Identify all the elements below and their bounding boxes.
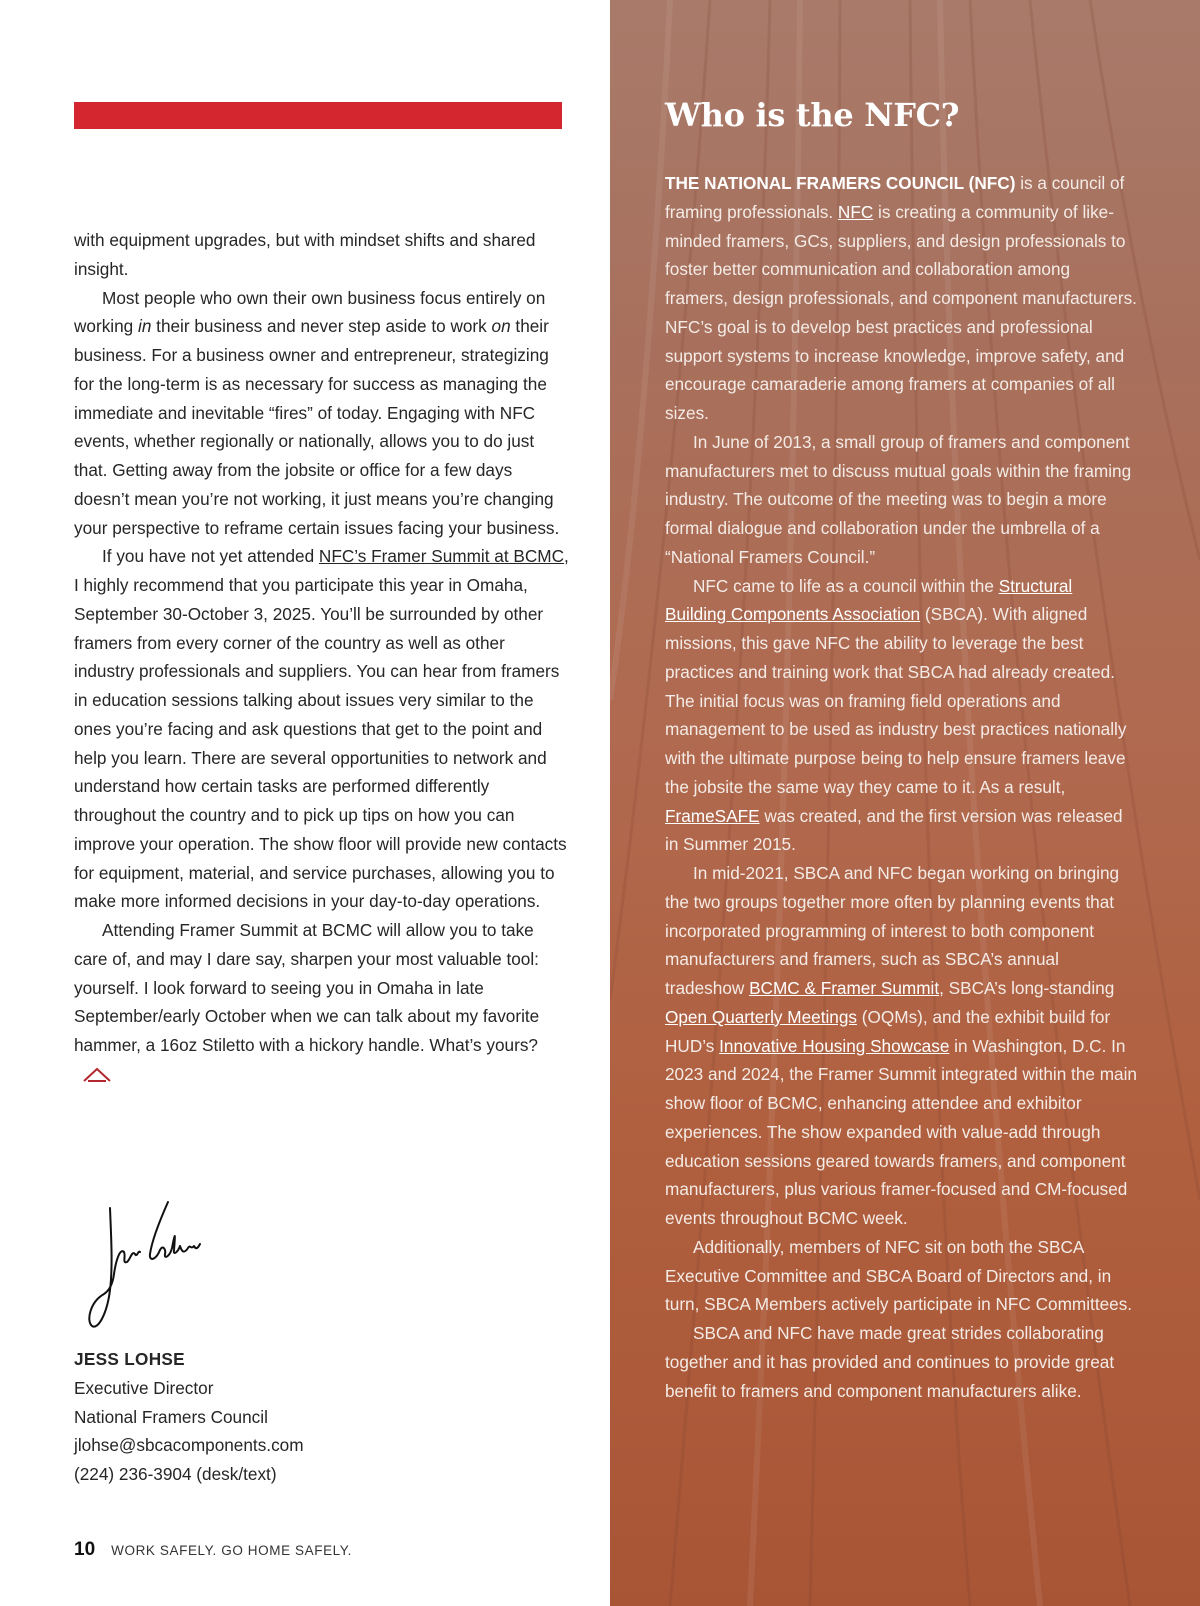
article-paragraph	[74, 542, 569, 916]
author-phone[interactable]: (224) 236-3904 (desk/text)	[74, 1464, 277, 1484]
sidebar-paragraph	[665, 428, 1137, 572]
text-run: their business. For a business owner and entrepreneur, strategizing for the long-term is as necessary for success as managing the immediate and inevitable “fires” of today. Engaging with NFC events, whether regionally or nationally, allows you to do just that. Getting away from the jobsite or office for a few days doesn’t mean you’re not working, it just means you’re changing your perspective to reframe certain issues facing your business.	[74, 316, 560, 538]
text-run: If you have not yet attended	[102, 546, 319, 567]
sidebar-paragraph	[665, 1233, 1137, 1319]
sidebar-paragraph	[665, 572, 1137, 860]
text-run: SBCA and NFC have made great strides collaborating together and it has provided and continues to provide great benefit to framers and component manufacturers alike.	[665, 1323, 1115, 1401]
sidebar-title: Who is the NFC?	[665, 96, 960, 134]
text-run: NFC came to life as a council within the	[693, 575, 999, 596]
signature	[80, 1190, 210, 1340]
text-run: (SBCA). With aligned missions, this gave NFC the ability to leverage the best practices and training work that SBCA had already created. The initial focus was on framing field operations and management to be used as industry best practices nationally with the ultimate purpose being to help ensure framers leave the jobsite the same way they came to it. As a result,	[665, 604, 1127, 797]
author-contact-block	[74, 1345, 494, 1489]
footer-tagline: WORK SAFELY. GO HOME SAFELY.	[111, 1543, 353, 1558]
article-paragraph	[74, 226, 569, 284]
link-nfc[interactable]: NFC	[837, 201, 874, 222]
author-name: JESS LOHSE	[74, 1349, 185, 1369]
text-run: with equipment upgrades, but with mindset shifts and shared insight.	[74, 230, 536, 279]
text-run: Additionally, members of NFC sit on both the SBCA Executive Committee and SBCA Board of Directors and, in turn, SBCA Members actively participate in NFC Committees.	[665, 1236, 1133, 1315]
emphasis-in: in	[138, 316, 152, 337]
sidebar-paragraph	[665, 169, 1137, 428]
text-run: In June of 2013, a small group of framers and component manufacturers met to discuss mutual goals within the framing industry. The outcome of the meeting was to begin a more formal dialogue and collaboration under the umbrella of a “National Framers Council.”	[665, 431, 1132, 567]
text-run: , SBCA’s long-standing	[939, 978, 1115, 998]
author-email[interactable]: jlohse@sbcacomponents.com	[74, 1435, 304, 1456]
text-run: In mid-2021, SBCA and NFC began working on bringing the two groups together more often by planning events that incorporated programming of interest to both component manufacturers and framers, such as SBCA’s annual tradeshow	[665, 863, 1120, 998]
sidebar-body	[665, 169, 1137, 1405]
link-bcmc-framer-summit[interactable]: BCMC & Framer Summit	[749, 978, 940, 998]
end-of-article-triangle-icon	[82, 1067, 112, 1083]
article-body	[74, 226, 569, 1089]
text-run: in Washington, D.C. In 2023 and 2024, the Framer Summit integrated within the main show floor of BCMC, enhancing attendee and exhibitor experiences. The show expanded with value-add through education sessions geared towards framers, and component manufacturers, plus various framer-focused and CM-focused events throughout BCMC week.	[665, 1035, 1137, 1228]
page-footer	[74, 1539, 352, 1563]
sidebar-paragraph	[665, 859, 1137, 1233]
text-run: was created, and the first version was released in Summer 2015.	[665, 805, 1123, 855]
nfc-sidebar-panel	[610, 0, 1200, 1606]
text-run: Most people who own their own business focus entirely on working	[74, 287, 546, 337]
link-framer-summit[interactable]: NFC’s Framer Summit at BCMC	[318, 546, 565, 567]
text-run: is a council of framing professionals.	[665, 173, 1125, 222]
text-run: (OQMs), and the exhibit build for HUD’s	[665, 1006, 1111, 1056]
author-organization: National Framers Council	[74, 1406, 268, 1427]
link-sbca[interactable]: Structural Building Components Association	[665, 575, 1073, 625]
text-run: is creating a community of like-minded framers, GCs, suppliers, and design professionals to foster better communication and collaboration among framers, design professionals, and component manufacturers. NFC’s goal is to develop best practices and professional support systems to increase knowledge, improve safety, and encourage camaraderie among framers at companies of all sizes.	[665, 201, 1137, 423]
article-paragraph	[74, 916, 569, 1089]
page-number: 10	[74, 1539, 96, 1560]
link-open-quarterly-meetings[interactable]: Open Quarterly Meetings	[665, 1006, 858, 1027]
sidebar-paragraph	[665, 1319, 1137, 1405]
author-title: Executive Director	[74, 1377, 214, 1398]
link-framesafe[interactable]: FrameSAFE	[665, 805, 760, 826]
lead-in-bold: THE NATIONAL FRAMERS COUNCIL (NFC)	[665, 173, 1016, 193]
text-run: , I highly recommend that you participate this year in Omaha, September 30-October 3, 2025. You’ll be surrounded by other framers from every corner of the country as well as other industry professionals and suppliers. You can hear from framers in education sessions talking about issues very similar to the ones you’re facing and ask questions that get to the point and help you learn. There are several opportunities to network and understand how certain tasks are performed differently throughout the country and to pick up tips on how you can improve your operation. The show floor will provide new contacts for equipment, material, and service purchases, allowing you to make more informed decisions in your day-to-day operations.	[74, 546, 569, 912]
text-run: Attending Framer Summit at BCMC will allow you to take care of, and may I dare say, sharpen your most valuable tool: yourself. I look forward to seeing you in Omaha in late September/early October when we can talk about my favorite hammer, a 16oz Stiletto with a hickory handle. What’s yours?	[74, 920, 540, 1055]
article-paragraph	[74, 284, 569, 543]
text-run: their business and never step aside to work	[151, 316, 492, 337]
emphasis-on: on	[491, 316, 511, 337]
red-accent-bar	[74, 102, 562, 129]
link-innovative-housing-showcase[interactable]: Innovative Housing Showcase	[719, 1035, 950, 1056]
